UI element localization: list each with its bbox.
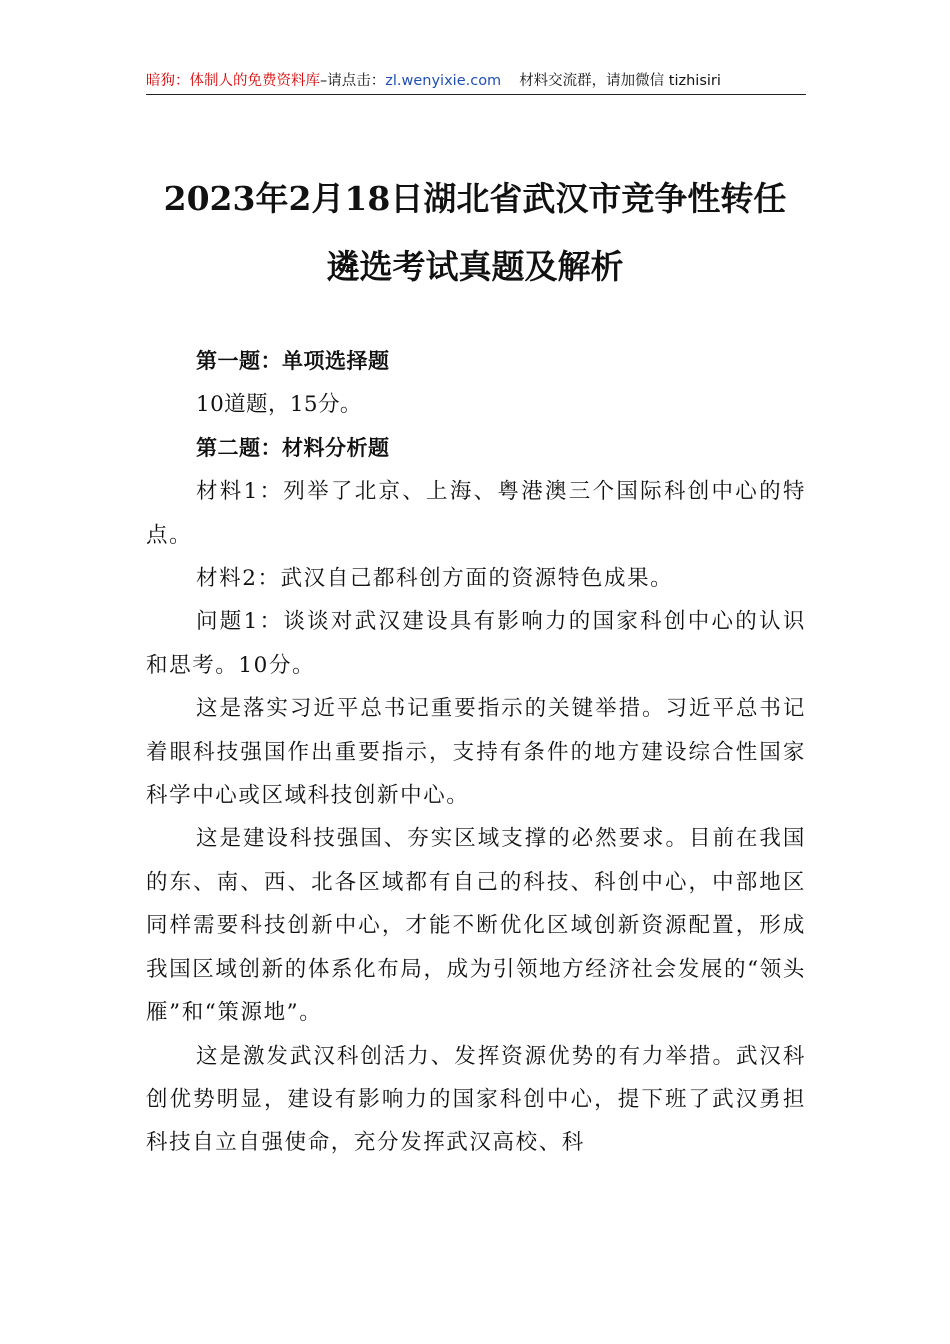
section-1-heading: 第一题：单项选择题 (196, 349, 390, 373)
answer-paragraph-1: 这是落实习近平总书记重要指示的关键举措。习近平总书记着眼科技强国作出重要指示，支持有条件的地方建设综合性国家科学中心或区域科技创新中心。 (146, 696, 806, 809)
answer-paragraph-3: 这是激发武汉科创活力、发挥资源优势的有力举措。武汉科创优势明显，建设有影响力的国家科创中心，提下班了武汉勇担科技自立自强使命，充分发挥武汉高校、科 (146, 1043, 806, 1156)
material-1-paragraph: 材料1：列举了北京、上海、粤港澳三个国际科创中心的特点。 (146, 479, 806, 548)
document-body (146, 340, 806, 1165)
question-1-paragraph: 问题1：谈谈对武汉建设具有影响力的国家科创中心的认识和思考。10分。 (146, 609, 806, 678)
header-brand-text: 暗狗：体制人的免费资料库 (146, 73, 320, 89)
header-click-prompt: –请点击： (320, 73, 386, 89)
answer-paragraph-2: 这是建设科技强国、夯实区域支撑的必然要求。目前在我国的东、南、西、北各区域都有自己的科技、科创中心，中部地区同样需要科技创新中心，才能不断优化区域创新资源配置，形成我国区域创新的体系化布局，成为引领地方经济社会发展的“领头雁”和“策源地”。 (146, 826, 806, 1026)
header-url-link[interactable]: zl.wenyixie.com (385, 73, 502, 89)
page-header (146, 68, 806, 94)
document-title-line-1: 2023年2月18日湖北省武汉市竞争性转任 (163, 179, 787, 218)
material-2-paragraph: 材料2：武汉自己都科创方面的资源特色成果。 (196, 566, 674, 592)
document-title-line-2: 遴选考试真题及解析 (326, 247, 624, 286)
header-group-note: 材料交流群，请加微信 tizhisiri (519, 73, 721, 89)
header-divider (146, 94, 806, 95)
section-2-heading: 第二题：材料分析题 (196, 435, 390, 460)
section-1-detail: 10道题，15分。 (196, 392, 362, 418)
